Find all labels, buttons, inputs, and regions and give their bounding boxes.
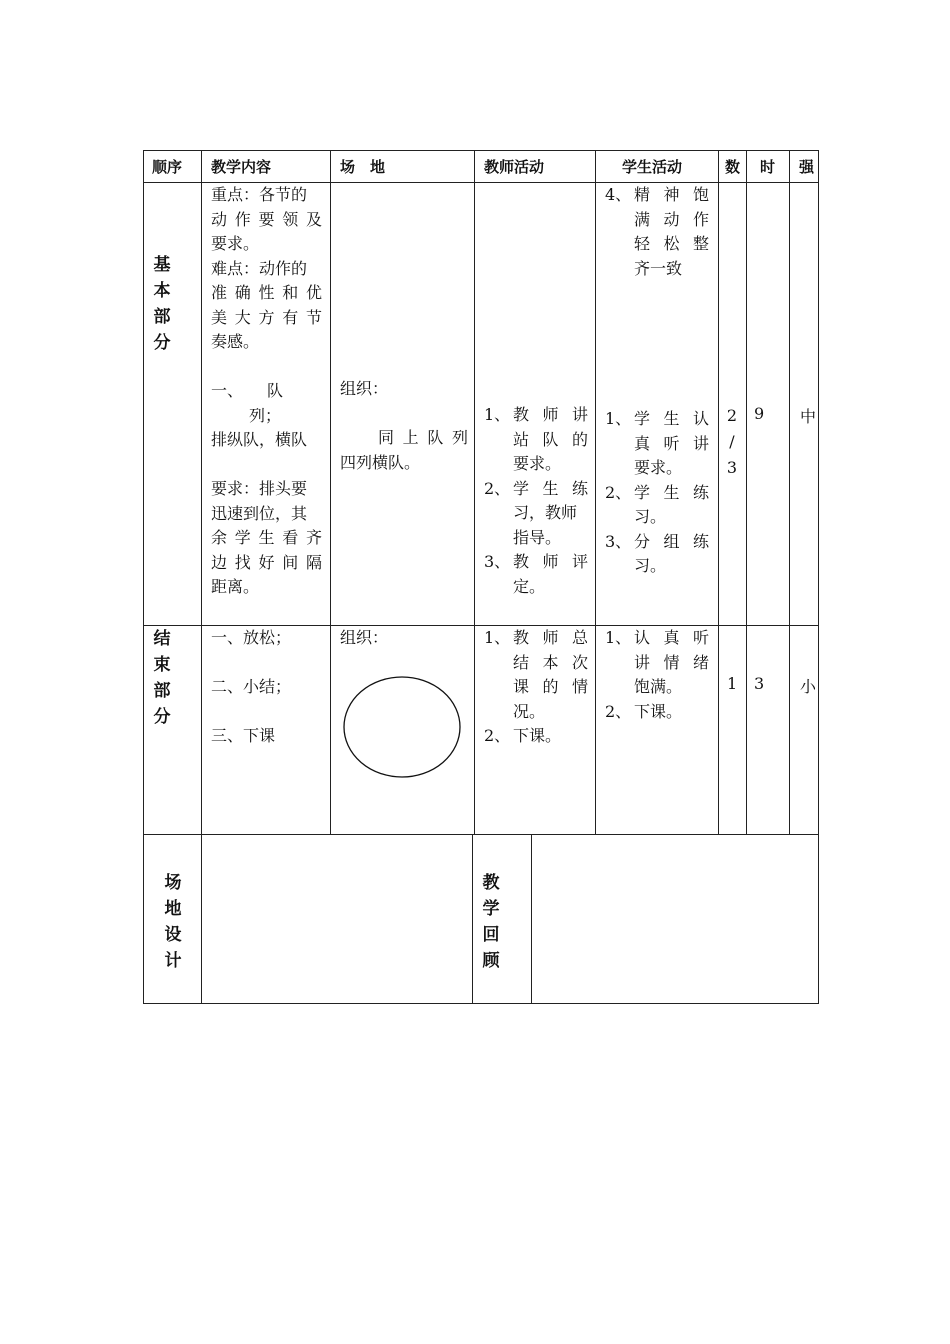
col-divider-6 (746, 150, 747, 835)
venue-design-label: 场 地 设 计 (164, 873, 182, 971)
formation-circle-icon (340, 674, 464, 780)
table-border-bottom (143, 1003, 819, 1004)
list-item: 2、 下课。 (605, 701, 683, 721)
venue-design-area[interactable] (202, 835, 472, 1003)
list-item: 2、 学生练 习，教师 指导。 (484, 478, 588, 547)
list-item: 1、 教师讲 站队的 要求。 (484, 405, 588, 473)
ending-teacher-activity (484, 626, 588, 749)
header-teacher: 教师活动 (484, 158, 545, 176)
col-divider-2 (330, 150, 331, 835)
col-divider-3 (474, 150, 475, 835)
header-content: 教学内容 (211, 158, 272, 176)
ending-content: 一、放松； 二、小结； 三、下课 (211, 628, 292, 745)
ending-intensity: 小 (800, 677, 817, 696)
basic-venue: 组织： 同上队列 四列横队。 (340, 379, 468, 472)
header-intensity: 强 (799, 158, 815, 176)
header-venue: 场 地 (340, 158, 386, 176)
ending-count: 1 (727, 674, 738, 693)
ending-time: 3 (754, 674, 765, 693)
list-item: 4、 精神饱 满动作 轻松整 齐一致 (605, 185, 709, 278)
list-item: 3、 教师评 定。 (484, 552, 588, 596)
list-item: 1、 教师总 结本次 课的情 况。 (484, 628, 588, 721)
basic-content: 重点：各节的 动作要领及 要求。 难点：动作的 准确性和优 美大方有节 奏感。 一、 队 列； 排纵队，横队 要求：排头要 迅速到位，其 余学生看齐 边找好间隔 距离。 (211, 185, 322, 596)
teaching-review-label: 教 学 回 顾 (482, 873, 500, 971)
ending-student-activity (605, 626, 709, 724)
header-student: 学生活动 (622, 158, 683, 176)
footer-col-divider-1 (472, 834, 473, 1004)
basic-time: 9 (754, 404, 765, 423)
list-item: 1、 认真听 讲情绪 饱满。 (605, 628, 709, 696)
basic-student-activity (605, 407, 709, 579)
header-order: 顺序 (152, 158, 183, 176)
ending-section-label: 结 束 部 分 (153, 629, 171, 727)
header-count: 数 (725, 158, 741, 176)
col-divider-7 (789, 150, 790, 835)
basic-section-label: 基 本 部 分 (153, 255, 171, 353)
header-time: 时 (760, 158, 776, 176)
basic-intensity: 中 (800, 407, 817, 426)
col-divider-5 (718, 150, 719, 835)
list-item: 2、 下课。 (484, 726, 562, 745)
ending-venue-org: 组织： (340, 628, 389, 647)
col-divider-4 (595, 150, 596, 835)
basic-student-top (605, 183, 709, 281)
basic-count: 2 / 3 (726, 406, 738, 477)
basic-teacher-activity (484, 403, 588, 599)
list-item: 1、 学生认 真听讲 要求。 (605, 409, 709, 477)
table-border-left (143, 150, 144, 1004)
teaching-review-area[interactable] (532, 835, 818, 1003)
table-border-right (818, 150, 819, 1004)
list-item: 2、 学生练 习。 (605, 482, 709, 526)
list-item: 3、 分组练 习。 (605, 531, 709, 575)
